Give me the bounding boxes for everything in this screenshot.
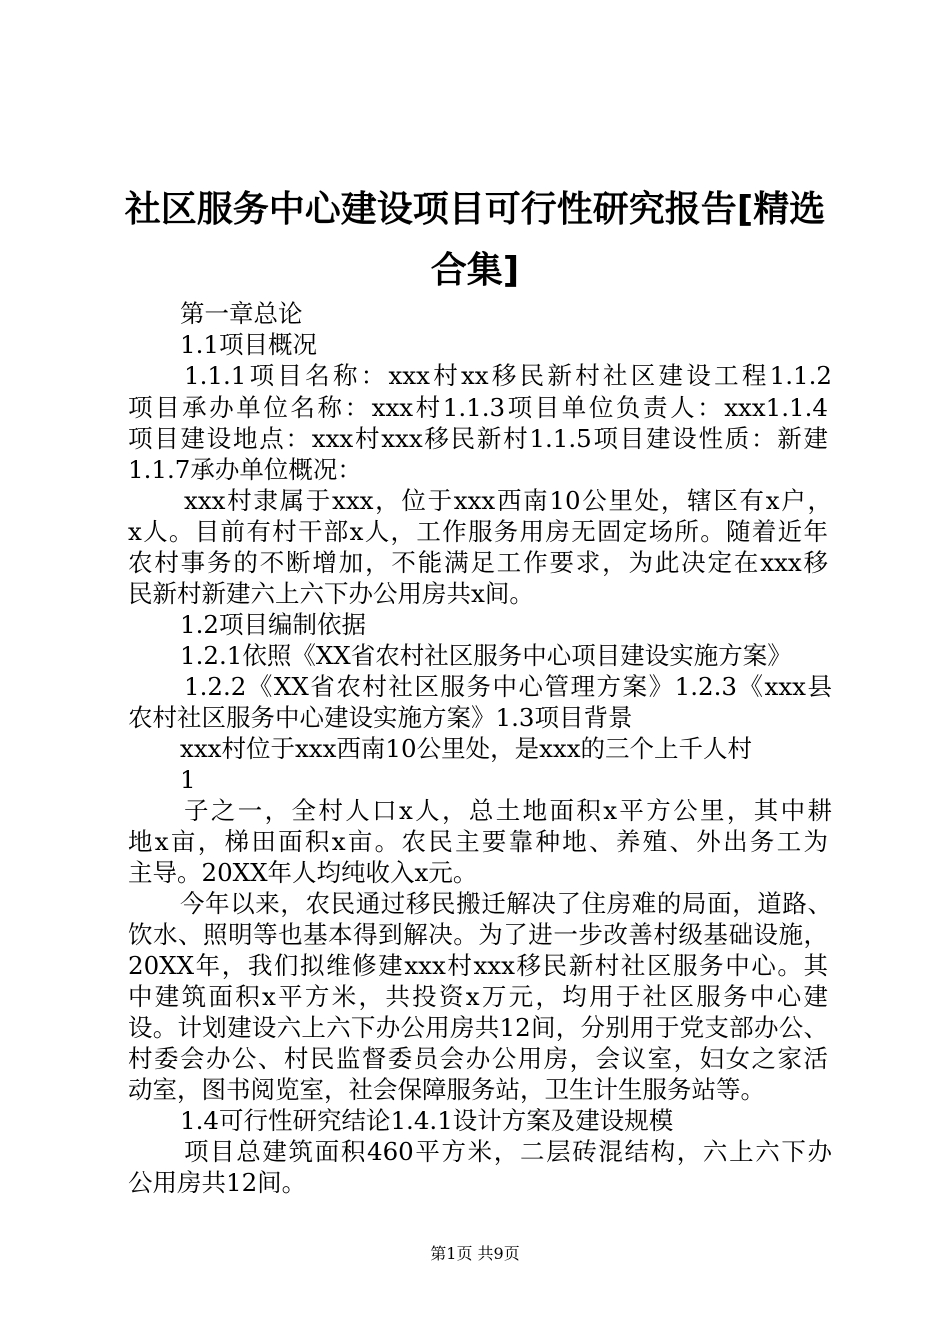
paragraph-line: 1.1.7承办单位概况： bbox=[128, 455, 362, 484]
paragraph-line: 中建筑面积x平方米，共投资x万元，均用于社区服务中心建 bbox=[128, 982, 828, 1011]
paragraph-line: 农村社区服务中心建设实施方案》1.3项目背景 bbox=[128, 703, 633, 732]
paragraph-line: 地x亩，梯田面积x亩。农民主要靠种地、养殖、外出务工为 bbox=[128, 827, 828, 856]
paragraph-line: 公用房共12间。 bbox=[128, 1168, 307, 1197]
stray-page-number: 1 bbox=[180, 765, 196, 794]
paragraph-line: 项目承办单位名称：xxx村1.1.3项目单位负责人：xxx1.1.4 bbox=[128, 393, 829, 422]
paragraph-line: 农村事务的不断增加，不能满足工作要求，为此决定在xxx移 bbox=[128, 548, 828, 577]
paragraph-line: 20XX年，我们拟维修建xxx村xxx移民新村社区服务中心。其 bbox=[128, 951, 828, 980]
paragraph-line: 民新村新建六上六下办公用房共x间。 bbox=[128, 579, 534, 608]
paragraph-line: xxx村位于xxx西南10公里处，是xxx的三个上千人村 bbox=[180, 734, 753, 763]
section-heading: 1.2项目编制依据 bbox=[180, 610, 366, 639]
paragraph-line: 1.1.1项目名称：xxx村xx移民新村社区建设工程1.1.2 bbox=[184, 361, 832, 390]
paragraph-line: x人。目前有村干部x人，工作服务用房无固定场所。随着近年 bbox=[128, 517, 828, 546]
section-heading: 1.1项目概况 bbox=[180, 330, 317, 359]
paragraph-line: 子之一，全村人口x人，总土地面积x平方公里，其中耕 bbox=[184, 796, 832, 825]
paragraph-line: 设。计划建设六上六下办公用房共12间，分别用于党支部办公、 bbox=[128, 1013, 828, 1042]
paragraph-line: 1.2.2《XX省农村社区服务中心管理方案》1.2.3《xxx县 bbox=[184, 672, 832, 701]
page-footer: 第1页 共9页 bbox=[430, 1244, 520, 1263]
document-title-line-1: 社区服务中心建设项目可行性研究报告[精选 bbox=[124, 189, 826, 230]
paragraph-line: 动室，图书阅览室，社会保障服务站，卫生计生服务站等。 bbox=[128, 1075, 765, 1104]
paragraph-line: 1.2.1依照《XX省农村社区服务中心项目建设实施方案》 bbox=[180, 641, 792, 670]
paragraph-line: 项目总建筑面积460平方米，二层砖混结构，六上六下办 bbox=[184, 1137, 832, 1166]
section-heading: 1.4可行性研究结论1.4.1设计方案及建设规模 bbox=[180, 1106, 674, 1135]
paragraph-line: 村委会办公、村民监督委员会办公用房，会议室，妇女之家活 bbox=[128, 1044, 828, 1073]
paragraph-line: 主导。20XX年人均纯收入x元。 bbox=[128, 858, 478, 887]
chapter-heading: 第一章总论 bbox=[180, 299, 303, 328]
paragraph-line: 项目建设地点：xxx村xxx移民新村1.1.5项目建设性质：新建 bbox=[128, 424, 828, 453]
paragraph-line: 饮水、照明等也基本得到解决。为了进一步改善村级基础设施， bbox=[128, 920, 828, 949]
paragraph-line: 今年以来，农民通过移民搬迁解决了住房难的局面，道路、 bbox=[180, 889, 832, 918]
paragraph-line: xxx村隶属于xxx，位于xxx西南10公里处，辖区有x户， bbox=[184, 486, 832, 515]
document-title-line-2: 合集] bbox=[430, 250, 520, 291]
